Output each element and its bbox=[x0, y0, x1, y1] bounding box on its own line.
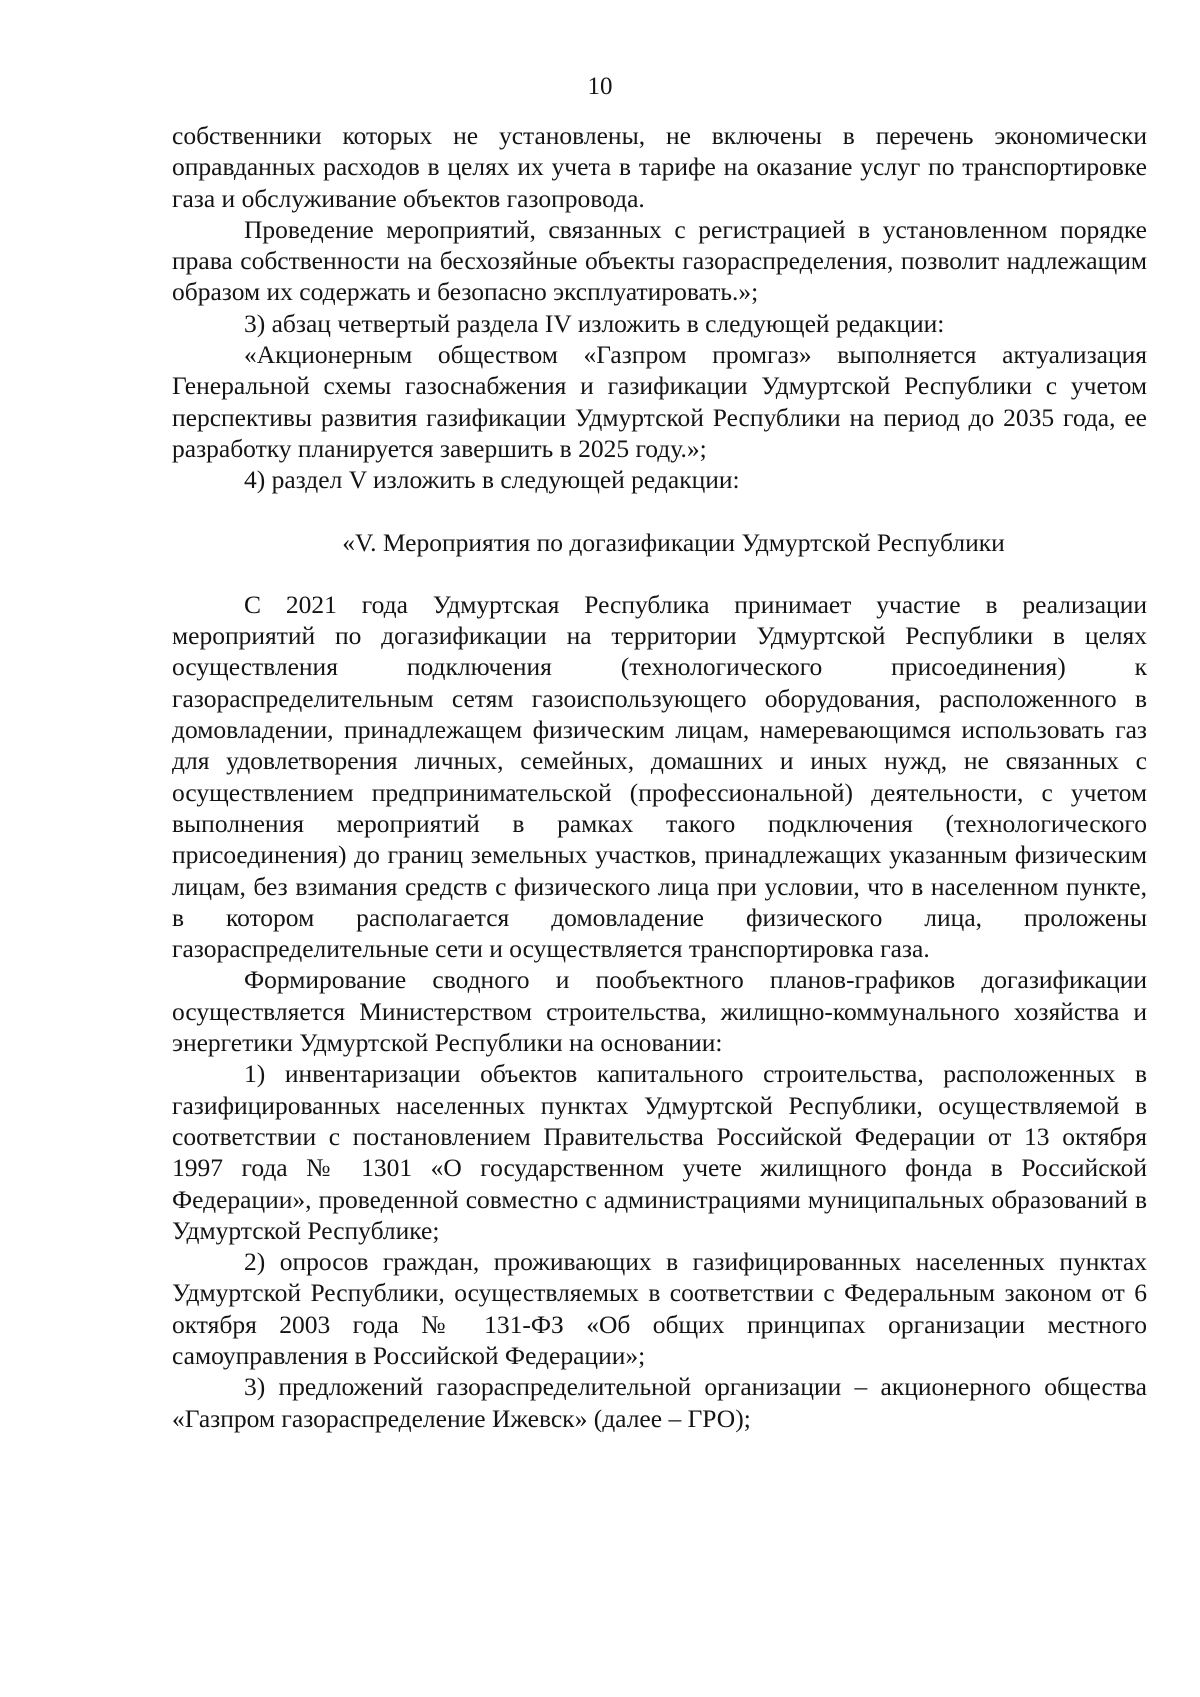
paragraph: 4) раздел V изложить в следующей редакции: bbox=[244, 465, 740, 495]
paragraph-continuation: собственники которых не установлены, не включены в перечень экономически оправданных расходов в целях их учета в тарифе на оказание услуг по транспортировке газа и обслуживание объектов газопровода. bbox=[172, 121, 1147, 213]
paragraph: 2) опросов граждан, проживающих в газифицированных населенных пунктах Удмуртской Республики, осуществляемых в соответствии с Федеральным законом от 6 октября 2003 года № 131-ФЗ «Об общих принципах организации местного самоуправления в Российской Федерации»; bbox=[172, 1247, 1147, 1370]
paragraph: «Акционерным обществом «Газпром промгаз» выполняется актуализация Генеральной схемы газоснабжения и газификации Удмуртской Республики с учетом перспективы развития газификации Удмуртской Республики на период до 2035 года, ее разработку планируется завершить в 2025 году.»; bbox=[172, 340, 1147, 463]
page-number: 10 bbox=[587, 73, 613, 100]
paragraph: 3) абзац четвертый раздела IV изложить в следующей редакции: bbox=[244, 308, 945, 338]
paragraph: Формирование сводного и пообъектного планов-графиков догазификации осуществляется Министерством строительства, жилищно-коммунального хозяйства и энергетики Удмуртской Республики на основании: bbox=[172, 965, 1147, 1058]
paragraph: 3) предложений газораспределительной организации – акционерного общества «Газпром газораспределение Ижевск» (далее – ГРО); bbox=[172, 1372, 1147, 1433]
section-heading: «V. Мероприятия по догазификации Удмуртской Республики bbox=[342, 527, 1005, 557]
paragraph: С 2021 года Удмуртская Республика принимает участие в реализации мероприятий по догазификации на территории Удмуртской Республики в целях осуществления подключения (технологического присоединения) к газораспределительным сетям газоиспользующего оборудования, расположенного в домовладении, принадлежащем физическим лицам, намеревающимся использовать газ для удовлетворения личных, семейных, домашних и иных нужд, не связанных с осуществлением предпринимательской (профессиональной) деятельности, с учетом выполнения мероприятий в рамках такого подключения (технологического присоединения) до границ земельных участков, принадлежащих указанным физическим лицам, без взимания средств с физического лица при условии, что в населенном пункте, в котором располагается домовладение физического лица, проложены газораспределительные сети и осуществляется транспортировка газа. bbox=[172, 589, 1147, 964]
paragraph: 1) инвентаризации объектов капитального строительства, расположенных в газифицированных населенных пунктах Удмуртской Республики, осуществляемой в соответствии с постановлением Правительства Российской Федерации от 13 октября 1997 года № 1301 «О государственном учете жилищного фонда в Российской Федерации», проведенной совместно с администрациями муниципальных образований в Удмуртской Республике; bbox=[172, 1059, 1147, 1245]
paragraph: Проведение мероприятий, связанных с регистрацией в установленном порядке права собственности на бесхозяйные объекты газораспределения, позволит надлежащим образом их содержать и безопасно эксплуатировать.»; bbox=[172, 214, 1147, 307]
document-body bbox=[172, 120, 1147, 1434]
